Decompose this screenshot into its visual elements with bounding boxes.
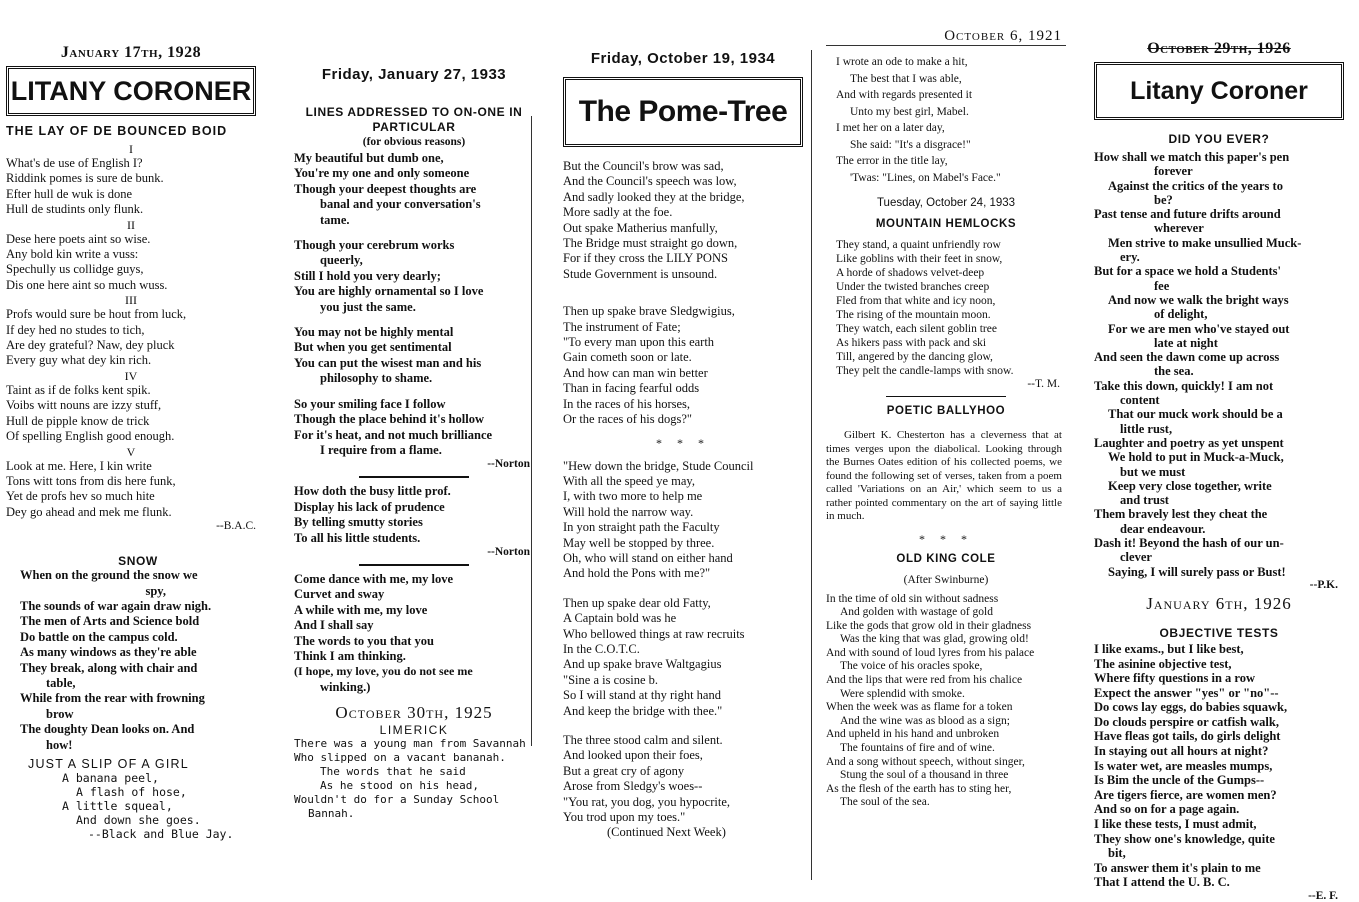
poem-line: We hold to put in Muck-a-Muck, <box>1108 450 1284 465</box>
masthead: The Pome-Tree <box>563 77 803 147</box>
issue-date: October 29th, 1926 <box>1147 40 1291 57</box>
poem-line: Efter hull de wuk is done <box>6 186 133 201</box>
poem-line: And now we walk the bright ways <box>1108 292 1289 307</box>
poem-line: 'Twas: "Lines, on Mabel's Face." <box>850 171 1001 184</box>
poem-line: Dash it! Beyond the hash of our un- <box>1094 536 1284 551</box>
poem-line: Every guy what dey kin rich. <box>6 353 152 368</box>
continued-note: (Continued Next Week) <box>607 825 726 840</box>
poem-line: A banana peel, <box>62 771 159 785</box>
signature: --Norton <box>487 545 530 558</box>
poem-line: A flash of hose, <box>76 785 187 799</box>
poem-line: wherever <box>1154 221 1204 236</box>
poem-line: Expect the answer "yes" or "no"-- <box>1094 685 1279 700</box>
poem-line: So your smiling face I follow <box>294 396 446 411</box>
divider <box>359 564 469 566</box>
poem-line: And so on for a page again. <box>1094 802 1240 817</box>
poem-line: the sea. <box>1154 364 1194 379</box>
column-4 <box>826 0 1066 810</box>
poem-line: You are highly ornamental so I love <box>294 284 484 299</box>
poem-line: And the Council's speech was low, <box>563 174 737 189</box>
poem-title: OLD KING COLE <box>896 552 996 565</box>
poem-line: There was a young man from Savannah <box>294 737 526 751</box>
prose-paragraph: Gilbert K. Chesterton has a cleverness that at times verges upon the diabolical. Looking through the Burnes Oates edition of his collected poems, we found the following set of verses, taken from a poem called 'Variations on an Air,' which seem to us a rather pointed commentary on the art of saying little in much. <box>826 429 1062 522</box>
poem-line: Voibs witt nouns are izzy stuff, <box>6 398 162 413</box>
poem-line: In the races of his horses, <box>563 396 691 411</box>
poem-line: But a great cry of agony <box>563 763 685 778</box>
poem-line: Curvet and sway <box>294 587 385 602</box>
poem-line: Gain cometh soon or late. <box>563 350 692 365</box>
issue-date: Friday, January 27, 1933 <box>321 66 507 83</box>
poem-line: A little squeal, <box>62 799 173 813</box>
poem-line: Do battle on the campus cold. <box>20 629 178 644</box>
poem-line: May well be stopped by three. <box>563 535 715 550</box>
poem-line: For it's heat, and not much brilliance <box>294 427 493 442</box>
poem-line: More sadly at the foe. <box>563 205 673 220</box>
poem-line: And sadly looked they at the bridge, <box>563 189 745 204</box>
stanza <box>563 459 803 582</box>
poem-title: DID YOU EVER? <box>1168 132 1270 146</box>
poem-line: When the week was as flame for a token <box>826 701 1013 714</box>
poem-line: And the wine was as blood as a sign; <box>840 714 1010 727</box>
poem-line: The doughty Dean looks on. And <box>20 722 195 737</box>
signature: --P.K. <box>1309 578 1338 591</box>
poem-body <box>294 484 534 546</box>
poem-line: That our muck work should be a <box>1108 407 1283 422</box>
divider <box>359 476 469 478</box>
poem-line: What's de use of English I? <box>6 156 143 170</box>
poem-line: Do cows lay eggs, do babies squawk, <box>1094 700 1288 715</box>
poem-line: brow <box>46 706 74 721</box>
poem-line: As he stood on his head, <box>320 779 479 793</box>
poem-line: And upheld in his hand and unbroken <box>826 728 1000 741</box>
poem-line: And the lips that were red from his chalice <box>826 674 1023 687</box>
poem-line: Hull de pipple know de trick <box>6 413 150 428</box>
poem-title: POETIC BALLYHOO <box>886 405 1006 417</box>
poem-line: Laughter and poetry as yet unspent <box>1094 435 1284 450</box>
poem-line: tame. <box>320 212 350 227</box>
poem-line: Are tigers fierce, are women men? <box>1094 787 1277 802</box>
poem-line: Dese here poets aint so wise. <box>6 231 151 246</box>
poem-line: The three stood calm and silent. <box>563 733 723 747</box>
poem-line: As the flesh of the earth has to sting her, <box>826 782 1012 795</box>
poem-line: Till, angered by the dancing glow, <box>836 351 993 363</box>
masthead: LITANY CORONER <box>6 66 256 116</box>
poem-line: winking.) <box>320 679 371 694</box>
poem-title: MOUNTAIN HEMLOCKS <box>875 218 1017 230</box>
poem-line: I require from a flame. <box>320 442 442 457</box>
column-rule <box>811 50 812 880</box>
poem-line: And up spake brave Waltgagius <box>563 657 722 672</box>
poem-line: In the time of old sin without sadness <box>826 592 999 605</box>
poem-body <box>294 151 534 458</box>
poem-line: Look at me. Here, I kin write <box>6 458 152 473</box>
stanza <box>563 304 803 427</box>
stanza-number: IV <box>124 368 138 383</box>
issue-date: Friday, October 19, 1934 <box>590 50 776 67</box>
poem-line: Come dance with me, my love <box>294 571 453 586</box>
issue-date: October 6, 1921 <box>826 28 1066 46</box>
poem-line: The best that I was able, <box>850 72 962 85</box>
poem-line: Where fifty questions in a row <box>1094 671 1255 686</box>
poem-line: Saying, I will surely pass or Bust! <box>1108 564 1286 579</box>
stanza-number: V <box>126 444 136 459</box>
poem-line: Is water wet, are measles mumps, <box>1094 758 1273 773</box>
poem-line: Though the place behind it's hollow <box>294 412 484 427</box>
poem-line: "Sine a is cosine b. <box>563 672 659 687</box>
poem-line: You're my one and only someone <box>294 166 470 181</box>
poem-line: And a song without speech, without singer, <box>826 755 1025 768</box>
poem-body <box>294 737 534 821</box>
poem-line <box>294 315 534 325</box>
poem-line: "You rat, you dog, you hypocrite, <box>563 794 731 809</box>
poem-line: Any bold kin write a vuss: <box>6 247 139 262</box>
poem-line: And golden with wastage of gold <box>840 606 993 619</box>
poem-line: And keep the bridge with thee." <box>563 703 723 718</box>
poem-line: Wouldn't do for a Sunday School <box>294 793 500 807</box>
poem-line: I like these tests, I must admit, <box>1094 817 1257 832</box>
stanza <box>6 445 256 521</box>
poem-line: ery. <box>1120 250 1140 265</box>
poem-line: Under the twisted branches creep <box>836 281 990 293</box>
poem-line: Spechully us collidge guys, <box>6 262 144 277</box>
poem-line: dear endeavour. <box>1120 521 1206 536</box>
section-break: * * * <box>656 435 710 450</box>
poem-title: JUST A SLIP OF A GIRL <box>28 757 189 771</box>
poem-line: I like exams., but I like best, <box>1094 641 1244 656</box>
poem-body <box>1094 642 1344 890</box>
poem-line: They watch, each silent goblin tree <box>836 323 997 335</box>
poem-line: Though your deepest thoughts are <box>294 181 477 196</box>
poem-line: Past tense and future drifts around <box>1094 207 1281 222</box>
poem-line: queerly, <box>320 253 363 268</box>
poem-line: They break, along with chair and <box>20 660 198 675</box>
poem-subtitle: (After Swinburne) <box>903 573 989 586</box>
masthead: Litany Coroner <box>1094 62 1344 120</box>
poem-line: By telling smutty stories <box>294 515 423 530</box>
poem-line: but we must <box>1120 464 1186 479</box>
poem-body <box>62 771 256 841</box>
poem-line: Or the races of his dogs?" <box>563 412 693 427</box>
poem-line: As many windows as they're able <box>20 645 197 660</box>
poem-line: The men of Arts and Science bold <box>20 614 200 629</box>
poem-line: You may not be highly mental <box>294 325 454 340</box>
poem-line: You can put the wisest man and his <box>294 355 482 370</box>
poem-line: little rust, <box>1120 421 1173 436</box>
stanza <box>563 596 803 719</box>
poem-line: banal and your conversation's <box>320 197 481 212</box>
poem-line: fee <box>1154 278 1170 293</box>
poem-title: OBJECTIVE TESTS <box>1159 625 1279 640</box>
poem-line: If dey hed no studes to tich, <box>6 322 145 337</box>
poem-line: and trust <box>1120 493 1169 508</box>
poem-line: Taint as if de folks kent spik. <box>6 382 151 397</box>
column-3 <box>563 0 803 841</box>
poem-line: For if they cross the LILY PONS <box>563 251 728 266</box>
poem-line: spy, <box>145 583 166 598</box>
poem-line: The voice of his oracles spoke, <box>840 660 983 673</box>
poem-line: I, with two more to help me <box>563 489 703 504</box>
poem-line: In the C.O.T.C. <box>563 641 640 656</box>
poem-line: That I attend the U. B. C. <box>1094 875 1230 890</box>
poem-title: THE LAY OF DE BOUNCED BOID <box>6 124 228 138</box>
poem-line: "To every man upon this earth <box>563 335 715 350</box>
poem-line: Like the gods that grow old in their gladness <box>826 619 1032 632</box>
stanza <box>6 369 256 445</box>
poem-line: Profs would sure be hout from luck, <box>6 307 187 322</box>
signature: --Black and Blue Jay. <box>88 827 234 841</box>
column-rule <box>531 116 532 746</box>
poem-body <box>6 142 256 532</box>
signature: --Norton <box>487 458 530 471</box>
poem-line: To answer them it's plain to me <box>1094 860 1261 875</box>
poem-line: They pelt the candle-lamps with snow. <box>836 365 1014 377</box>
poem-line: Is Bim the uncle of the Gumps-- <box>1094 773 1265 788</box>
poem-line: In staying out all hours at night? <box>1094 744 1269 759</box>
poem-line: And how can man win better <box>563 365 708 380</box>
poem-line: Like goblins with their feet in snow, <box>836 253 1003 265</box>
poem-line: "Hew down the bridge, Stude Council <box>563 458 754 473</box>
poem-line: Yet de profs hev so much hite <box>6 489 155 504</box>
poem-line: But the Council's brow was sad, <box>563 159 724 173</box>
poem-line: They stand, a quaint unfriendly row <box>836 239 1001 251</box>
stanza <box>6 293 256 369</box>
poem-line: Then up spake brave Sledgwigius, <box>563 304 735 319</box>
poem-line: The soul of the sea. <box>840 796 930 809</box>
poem-line: of delight, <box>1154 307 1208 322</box>
stanza <box>6 142 256 218</box>
poem-line: The words that he said <box>320 765 466 779</box>
poem-line: Tons witt tons from dis here funk, <box>6 473 176 488</box>
poem-line: How doth the busy little prof. <box>294 484 451 499</box>
poem-line: Stude Government is unsound. <box>563 266 718 281</box>
poem-title: SNOW <box>118 554 158 569</box>
divider <box>886 396 1006 397</box>
poem-line: Though your cerebrum works <box>294 238 455 253</box>
poem-line: The Bridge must straight go down, <box>563 236 738 251</box>
poem-line: For we are men who've stayed out <box>1108 321 1290 336</box>
poem-line: Fled from that white and icy noon, <box>836 295 996 307</box>
poem-line: The rising of the mountain moon. <box>836 309 991 321</box>
poem-body <box>1094 150 1344 579</box>
poem-body <box>826 54 1066 186</box>
signature: --B.A.C. <box>216 520 256 533</box>
poem-line: Who slipped on a vacant bananah. <box>294 751 506 765</box>
poem-line: When on the ground the snow we <box>20 568 198 583</box>
poem-line: They show one's knowledge, quite <box>1094 831 1275 846</box>
poem-line: Have fleas got tails, do girls delight <box>1094 729 1281 744</box>
poem-line <box>294 228 534 238</box>
poem-line: how! <box>46 737 73 752</box>
poem-body <box>294 572 534 695</box>
column-1 <box>6 0 256 841</box>
poem-line: Out spake Matherius manfully, <box>563 220 718 235</box>
poem-line: Were splendid with smoke. <box>840 687 965 700</box>
section-break: * * * <box>919 531 973 546</box>
poem-body <box>826 593 1066 811</box>
poem-line: I wrote an ode to make a hit, <box>836 56 968 68</box>
poem-line: Than in facing fearful odds <box>563 381 700 396</box>
poem-line: In yon straight path the Faculty <box>563 520 720 535</box>
column-2 <box>294 0 534 821</box>
poem-line: clever <box>1120 550 1152 565</box>
poem-line: So I will stand at thy right hand <box>563 688 721 703</box>
poem-line: Arose from Sledgy's woes-- <box>563 779 703 794</box>
poem-line: content <box>1120 393 1160 408</box>
poem-line: Dey go ahead and mek me flunk. <box>6 504 172 519</box>
poem-line: The error in the title lay, <box>836 155 948 167</box>
poem-line: The instrument of Fate; <box>563 319 681 334</box>
poem-line: How shall we match this paper's pen <box>1094 150 1290 164</box>
poem-line: A horde of shadows velvet-deep <box>836 267 985 279</box>
stanza <box>6 218 256 294</box>
poem-line: The asinine objective test, <box>1094 656 1232 671</box>
stanza <box>563 159 803 282</box>
poem-line: And down she goes. <box>76 813 201 827</box>
poem-line: With all the speed ye may, <box>563 473 695 488</box>
signature: --T. M. <box>1027 378 1060 390</box>
poem-line: She said: "It's a disgrace!" <box>850 138 971 151</box>
poem-line: Then up spake dear old Fatty, <box>563 595 711 610</box>
poem-line: And I shall say <box>294 618 374 633</box>
poem-body <box>563 159 803 841</box>
poem-line: But when you get sentimental <box>294 340 452 355</box>
poem-line: Unto my best girl, Mabel. <box>850 105 969 118</box>
issue-date: January 6th, 1926 <box>1146 593 1292 613</box>
poem-line: bit, <box>1108 846 1126 861</box>
issue-date: Tuesday, October 24, 1933 <box>876 197 1016 209</box>
poem-line: Will hold the narrow way. <box>563 504 694 519</box>
poem-line: Bannah. <box>308 807 355 821</box>
poem-line: Oh, who will stand on either hand <box>563 550 733 565</box>
poem-line: forever <box>1154 164 1193 179</box>
poem-body <box>826 238 1066 378</box>
issue-date: January 17th, 1928 <box>60 44 202 61</box>
poem-line: The sounds of war again draw nigh. <box>20 598 212 613</box>
poem-line: But for a space we hold a Students' <box>1094 264 1281 279</box>
poem-line: The words to you that you <box>294 633 434 648</box>
poem-line: philosophy to shame. <box>320 371 433 386</box>
poem-line: Dis one here aint so much wuss. <box>6 277 168 292</box>
stanza <box>563 733 803 825</box>
poem-line: The fountains of fire and of wine. <box>840 742 995 755</box>
poem-line: Men strive to make unsullied Muck- <box>1108 235 1302 250</box>
poem-title: LINES ADDRESSED TO ON-ONE IN PARTICULAR <box>305 105 523 134</box>
stanza-number: I <box>129 142 133 156</box>
poem-line: And seen the dawn come up across <box>1094 350 1280 365</box>
poem-line: Of spelling English good enough. <box>6 429 175 444</box>
poem-line: As hikers pass with pack and ski <box>836 337 987 349</box>
stanza-number: II <box>127 217 135 232</box>
poem-line: To all his little students. <box>294 530 421 545</box>
poem-line: Think I am thinking. <box>294 648 406 663</box>
poem-line: Riddink pomes is sure de bunk. <box>6 171 164 186</box>
signature: --E. F. <box>1308 890 1338 902</box>
poem-line: you just the same. <box>320 299 416 314</box>
poem-title: LIMERICK <box>379 723 449 738</box>
poem-line: Who bellowed things at raw recruits <box>563 626 745 641</box>
poem-line: And looked upon their foes, <box>563 748 703 763</box>
poem-line: Display his lack of prudence <box>294 499 445 514</box>
poem-line: Are dey grateful? Naw, dey pluck <box>6 338 175 353</box>
poem-line: be? <box>1154 192 1173 207</box>
poem-line: And with regards presented it <box>836 89 973 101</box>
poem-line: Them bravely lest they cheat the <box>1094 507 1268 522</box>
poem-line: And with sound of loud lyres from his palace <box>826 646 1035 659</box>
poem-line: Take this down, quickly! I am not <box>1094 378 1274 393</box>
poem-line: I met her on a later day, <box>836 122 945 134</box>
poem-line: Against the critics of the years to <box>1108 178 1283 193</box>
poem-line: Still I hold you very dearly; <box>294 268 441 283</box>
poem-line: Keep very close together, write <box>1108 478 1272 493</box>
poem-line: late at night <box>1154 335 1218 350</box>
poem-line: Was the king that was glad, growing old! <box>840 633 1029 646</box>
poem-line: A while with me, my love <box>294 602 428 617</box>
poem-line: Stung the soul of a thousand in three <box>840 769 1009 782</box>
poem-line: A Captain bold was he <box>563 611 677 626</box>
poem-line: My beautiful but dumb one, <box>294 151 444 165</box>
poem-line: You trod upon my toes." <box>563 810 686 825</box>
poem-line: Do clouds perspire or catfish walk, <box>1094 714 1279 729</box>
poem-body <box>20 568 256 753</box>
poem-line <box>294 387 534 397</box>
poem-subtitle: (for obvious reasons) <box>362 136 466 148</box>
poem-line: table, <box>46 675 76 690</box>
issue-date: October 30th, 1925 <box>335 703 493 723</box>
poem-line: While from the rear with frowning <box>20 691 205 706</box>
poem-line: (I hope, my love, you do not see me <box>294 664 473 679</box>
stanza-number: III <box>125 293 137 308</box>
column-5 <box>1094 0 1344 902</box>
poem-line: And hold the Pons with me?" <box>563 566 711 581</box>
poem-line: Hull de studints only flunk. <box>6 202 144 217</box>
